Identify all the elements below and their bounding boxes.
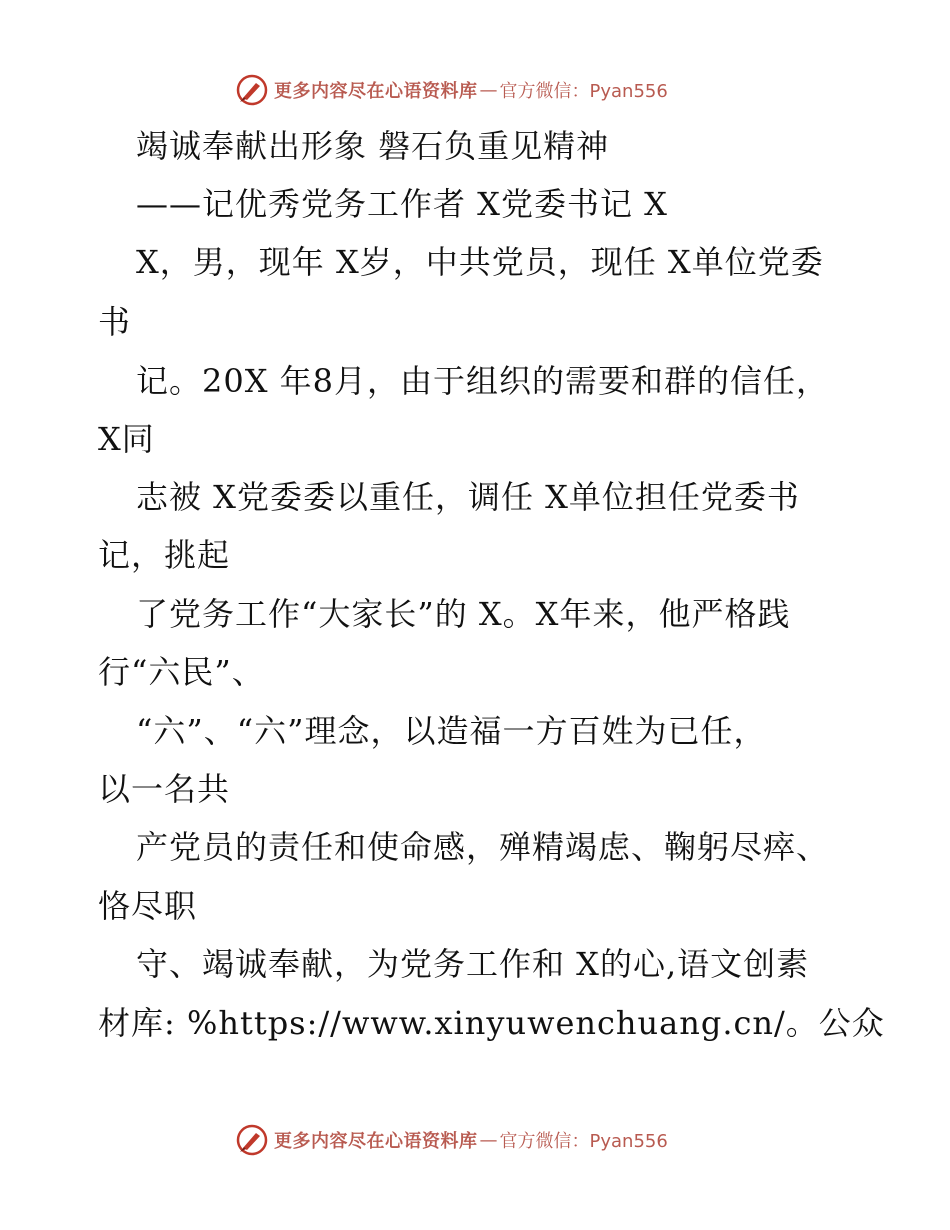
doc-line: 产党员的责任和使命感，殚精竭虑、鞠躬尽瘁、	[136, 828, 830, 866]
pen-logo-icon	[234, 72, 270, 108]
pen-logo-icon	[234, 1122, 270, 1158]
doc-subtitle: ——记优秀党务工作者 X党委书记 X	[136, 185, 668, 223]
header-watermark	[234, 72, 668, 108]
doc-line: 记，挑起	[98, 536, 231, 574]
doc-line: 书	[98, 303, 132, 341]
footer-watermark	[234, 1122, 668, 1158]
doc-line: 记。20X 年8月，由于组织的需要和群的信任，	[136, 362, 830, 400]
doc-line: 志被 X党委委以重任，调任 X单位担任党委书	[136, 478, 800, 516]
doc-line: 材库: %https://www.xinyuwenchuang.cn/。公众	[98, 1004, 885, 1042]
doc-line: “六”、“六”理念，以造福一方百姓为已任，	[136, 712, 767, 750]
watermark-brand: 更多内容尽在心语资料库	[274, 1131, 478, 1152]
doc-title: 竭诚奉献出形象 磐石负重见精神	[136, 127, 610, 165]
doc-line: 恪尽职	[98, 887, 198, 925]
doc-line: X，男，现年 X岁，中共党员，现任 X单位党委	[136, 243, 824, 281]
doc-line: 了党务工作“大家长”的 X。X年来，他严格践	[136, 595, 791, 633]
doc-line: 守、竭诚奉献，为党务工作和 X的心,语文创素	[136, 945, 810, 983]
watermark-contact: 官方微信：Pyan556	[499, 1131, 668, 1152]
doc-line: 以一名共	[98, 770, 231, 808]
watermark-separator: —	[479, 79, 498, 101]
doc-line: X同	[98, 420, 155, 458]
doc-line: 行“六民”、	[98, 653, 265, 691]
watermark-separator: —	[479, 1129, 498, 1151]
watermark-contact: 官方微信：Pyan556	[499, 81, 668, 102]
watermark-brand: 更多内容尽在心语资料库	[274, 81, 478, 102]
